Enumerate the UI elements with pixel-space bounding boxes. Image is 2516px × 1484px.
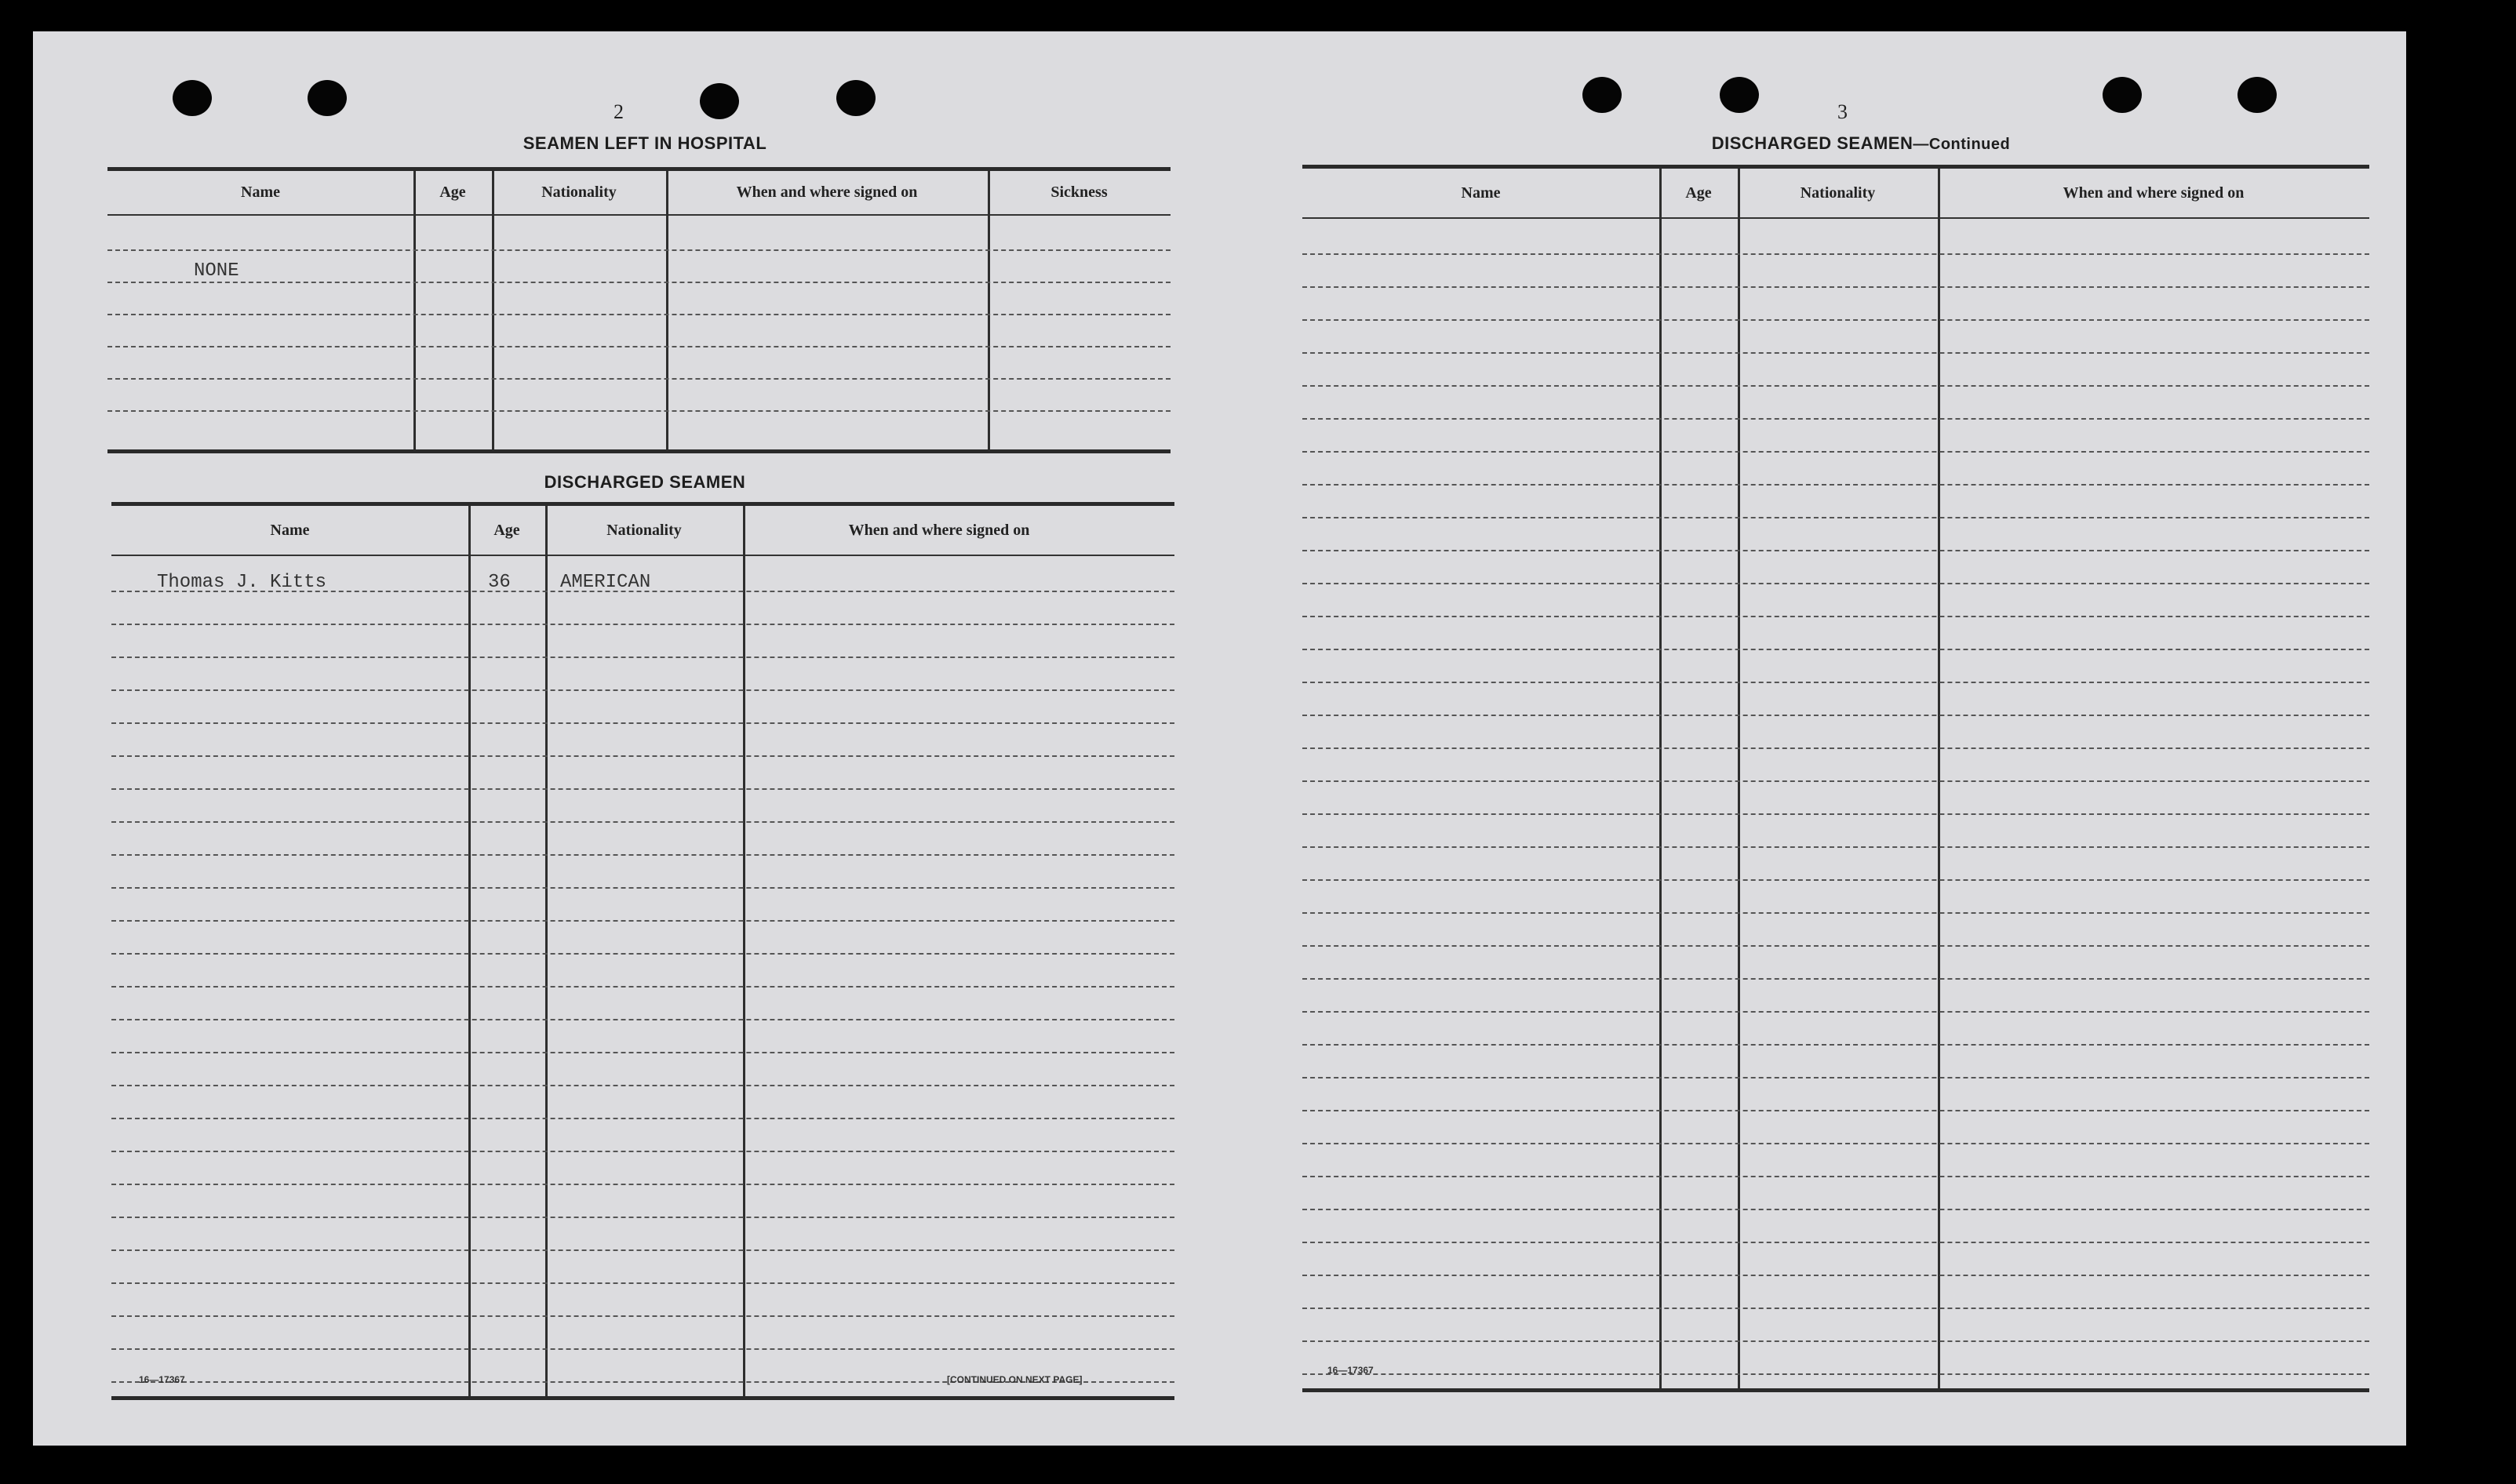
- row-rule: [1302, 978, 2369, 980]
- punch-hole: [173, 80, 212, 116]
- row-rule: [1302, 550, 2369, 551]
- row-rule: [111, 624, 1174, 625]
- row-rule: [111, 920, 1174, 922]
- row-rule: [111, 986, 1174, 988]
- row-rule: [1302, 879, 2369, 881]
- row-rule: [1302, 846, 2369, 848]
- hospital-entry: NONE: [194, 260, 239, 282]
- punch-hole: [700, 83, 739, 119]
- row-rule: [111, 887, 1174, 889]
- row-rule: [1302, 286, 2369, 288]
- row-rule: [1302, 1044, 2369, 1046]
- seaman-name: Thomas J. Kitts: [157, 572, 327, 593]
- discharged-continued-table: [1302, 165, 2369, 1392]
- column-header-sickness: Sickness: [1050, 184, 1108, 201]
- discharged-continued-title: DISCHARGED SEAMEN—Continued: [1711, 133, 2011, 153]
- row-rule: [1302, 253, 2369, 255]
- column-header-signed-on: When and where signed on: [848, 521, 1030, 539]
- column-header-age: Age: [493, 521, 520, 539]
- discharged-table: [111, 502, 1174, 1400]
- form-number: 16—17367: [1327, 1365, 1374, 1376]
- column-header-name: Name: [241, 184, 280, 201]
- row-rule: [111, 1249, 1174, 1251]
- row-rule: [111, 591, 1174, 592]
- table-header: [111, 506, 1174, 556]
- punch-hole: [836, 80, 876, 116]
- row-rule: [111, 722, 1174, 724]
- row-rule: [1302, 1308, 2369, 1309]
- table-header: [107, 171, 1171, 216]
- punch-hole: [2237, 77, 2277, 113]
- row-rule: [1302, 649, 2369, 650]
- row-rule: [111, 953, 1174, 955]
- row-rule: [1302, 319, 2369, 321]
- row-rule: [1302, 1077, 2369, 1078]
- row-rule: [111, 689, 1174, 691]
- row-rule: [1302, 583, 2369, 584]
- row-rule: [1302, 352, 2369, 354]
- row-rule: [1302, 715, 2369, 716]
- row-rule: [1302, 945, 2369, 947]
- column-header-age: Age: [439, 184, 466, 201]
- row-rule: [1302, 1340, 2369, 1342]
- punch-hole: [308, 80, 347, 116]
- row-rule: [111, 1151, 1174, 1152]
- hospital-section-title: SEAMEN LEFT IN HOSPITAL: [522, 133, 767, 153]
- row-rule: [1302, 418, 2369, 420]
- row-rule: [1302, 780, 2369, 782]
- row-rule: [111, 821, 1174, 823]
- row-rule: [1302, 1242, 2369, 1243]
- row-rule: [111, 788, 1174, 790]
- row-rule: [1302, 451, 2369, 453]
- column-header-name: Name: [270, 521, 310, 539]
- row-rule: [1302, 1011, 2369, 1013]
- row-rule: [111, 1118, 1174, 1119]
- row-rule: [111, 657, 1174, 658]
- row-rule: [1302, 484, 2369, 486]
- row-rule: [1302, 747, 2369, 749]
- left-page: [33, 31, 1225, 1446]
- row-rule: [1302, 682, 2369, 683]
- row-rule: [111, 1184, 1174, 1185]
- column-header-age: Age: [1685, 184, 1712, 202]
- row-rule: [1302, 912, 2369, 914]
- row-rule: [1302, 1373, 2369, 1375]
- page-number: 3: [1837, 100, 1848, 123]
- row-rule: [111, 1085, 1174, 1086]
- row-rule: [111, 1052, 1174, 1053]
- row-rule: [1302, 385, 2369, 387]
- row-rule: [111, 1217, 1174, 1218]
- row-rule: [111, 755, 1174, 757]
- punch-hole: [1720, 77, 1759, 113]
- column-header-name: Name: [1461, 184, 1501, 202]
- row-rule: [111, 1019, 1174, 1020]
- row-rule: [1302, 1176, 2369, 1177]
- row-rule: [1302, 1275, 2369, 1276]
- document-sheet: [33, 31, 2406, 1446]
- column-header-signed-on: When and where signed on: [736, 184, 918, 201]
- discharged-section-title: DISCHARGED SEAMEN: [544, 472, 746, 492]
- row-rule: [111, 1315, 1174, 1317]
- hospital-table: [107, 167, 1171, 453]
- right-page: [1225, 31, 2406, 1446]
- page-number: 2: [614, 100, 624, 123]
- row-rule: [111, 854, 1174, 856]
- punch-hole: [2103, 77, 2142, 113]
- seaman-age: 36: [488, 572, 511, 593]
- column-header-nationality: Nationality: [541, 184, 617, 201]
- row-rule: [111, 1348, 1174, 1350]
- row-rule: [1302, 517, 2369, 518]
- punch-hole: [1582, 77, 1622, 113]
- row-rule: [111, 1282, 1174, 1284]
- row-rule: [1302, 616, 2369, 617]
- seaman-nationality: AMERICAN: [560, 572, 651, 593]
- row-rule: [1302, 1110, 2369, 1111]
- row-rule: [1302, 1143, 2369, 1144]
- row-rule: [1302, 1209, 2369, 1210]
- continued-note: [CONTINUED ON NEXT PAGE]: [947, 1374, 1083, 1385]
- row-rule: [1302, 813, 2369, 815]
- column-header-nationality: Nationality: [1800, 184, 1876, 202]
- form-number: 16—17367: [139, 1374, 185, 1385]
- column-header-signed-on: When and where signed on: [2063, 184, 2245, 202]
- table-header: [1302, 169, 2369, 219]
- column-header-nationality: Nationality: [606, 521, 682, 539]
